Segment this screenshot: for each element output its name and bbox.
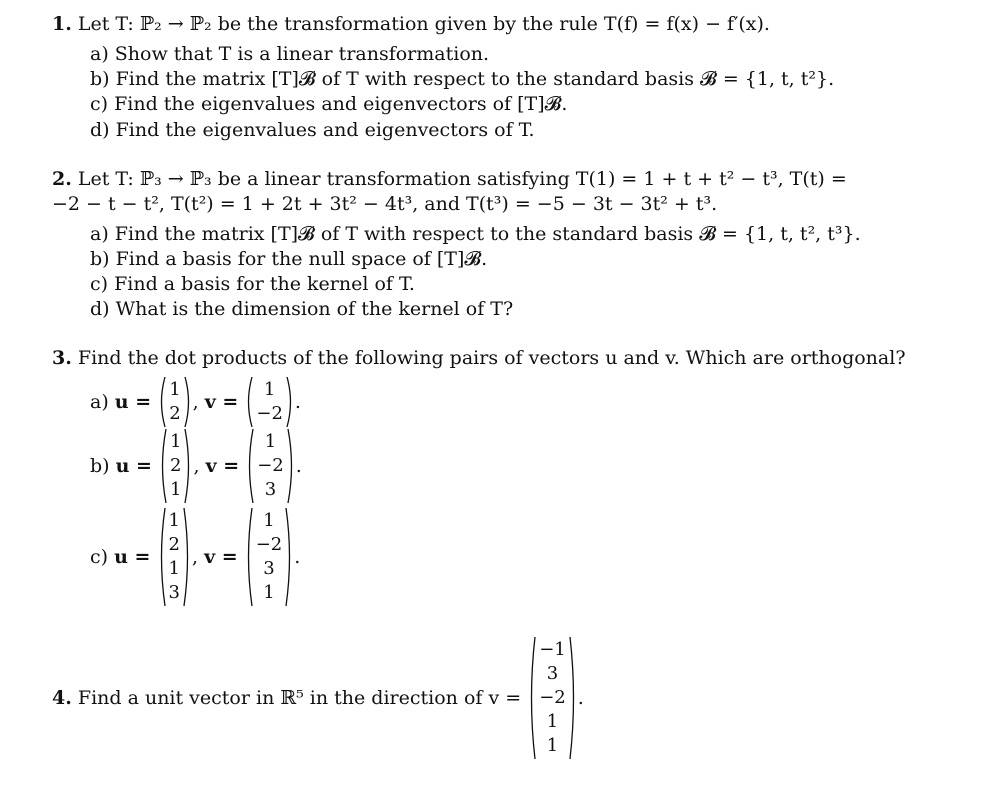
vector-entry: −2 — [255, 534, 283, 555]
problem-3-part-b — [90, 428, 302, 504]
problem-2-part-d: d) What is the dimension of the kernel of T? — [90, 298, 514, 320]
vector-entry: 3 — [264, 479, 277, 500]
vector-entry: −2 — [257, 455, 284, 476]
vector-entry: 3 — [263, 558, 275, 579]
problem-3-part-a — [90, 376, 301, 428]
problem-2-text-1: Let T: ℙ₃ → ℙ₃ be a linear transformation satisfying T(1) = 1 + t + t² − t³, T(t) = — [77, 168, 847, 190]
problem-3-number: 3. — [52, 347, 72, 369]
comma: , — [193, 455, 200, 477]
problem-4 — [52, 636, 584, 760]
u-label: u = — [114, 546, 151, 568]
left-parenthesis — [158, 428, 168, 504]
problem-1-part-b: b) Find the matrix [T]𝓑 of T with respect to the standard basis 𝓑 = {1, t, t²}. — [90, 68, 835, 90]
right-parenthesis — [284, 507, 294, 607]
problem-3-part-c — [90, 507, 300, 607]
problem-1-part-d: d) Find the eigenvalues and eigenvectors of T. — [90, 119, 535, 141]
vector-entry: −1 — [539, 639, 566, 660]
vector-entry: 3 — [546, 663, 559, 684]
left-parenthesis — [157, 507, 167, 607]
problem-3-text: Find the dot products of the following pairs of vectors u and v. Which are orthogonal? — [77, 347, 906, 369]
vector-entry: 1 — [170, 479, 182, 500]
problem-1-number: 1. — [52, 13, 72, 35]
left-parenthesis — [244, 507, 254, 607]
vector-entry: −2 — [256, 403, 283, 424]
right-parenthesis — [568, 636, 578, 760]
vector-entry: 1 — [263, 510, 275, 531]
vector-entry: 2 — [170, 455, 182, 476]
period: . — [577, 687, 584, 709]
u-label: u = — [114, 391, 152, 413]
problem-1-text: Let T: ℙ₂ → ℙ₂ be the transformation given by the rule T(f) = f(x) − f′(x). — [77, 13, 770, 35]
vector-v — [527, 636, 578, 760]
vector-entry: 1 — [168, 558, 180, 579]
problem-2-part-b: b) Find a basis for the null space of [T]𝓑. — [90, 248, 488, 270]
vector-entry: 1 — [169, 379, 181, 400]
v-label: v = — [204, 546, 238, 568]
comma: , — [191, 546, 199, 568]
problem-1-stem — [52, 12, 770, 36]
part-label: b) — [90, 455, 110, 477]
left-parenthesis — [245, 428, 255, 504]
v-label: v = — [204, 391, 239, 413]
right-parenthesis — [285, 376, 295, 428]
left-parenthesis — [157, 376, 167, 428]
vector-v — [245, 428, 296, 504]
vector-entry: 3 — [168, 582, 180, 603]
vector-entry: 1 — [264, 431, 277, 452]
vector-entry: 2 — [169, 403, 181, 424]
vector-entry: 1 — [168, 510, 180, 531]
problem-2-part-c: c) Find a basis for the kernel of T. — [90, 273, 415, 295]
problem-1-part-a: a) Show that T is a linear transformation. — [90, 43, 490, 65]
vector-u — [158, 428, 193, 504]
period: . — [294, 391, 301, 413]
problem-2-part-a: a) Find the matrix [T]𝓑 of T with respect to the standard basis 𝓑 = {1, t, t², t³}. — [90, 223, 861, 245]
vector-u — [157, 376, 192, 428]
v-label: v = — [205, 455, 240, 477]
u-label: u = — [115, 455, 152, 477]
right-parenthesis — [182, 507, 192, 607]
part-label: c) — [90, 546, 109, 568]
left-parenthesis — [527, 636, 537, 760]
problem-4-number: 4. — [52, 687, 72, 709]
problem-2-number: 2. — [52, 168, 72, 190]
problem-4-text: Find a unit vector in ℝ⁵ in the direction of v = — [77, 687, 522, 709]
vector-entry: 1 — [546, 711, 559, 732]
problem-2-stem-line-1 — [52, 167, 847, 191]
vector-entry: 1 — [263, 582, 275, 603]
vector-entry: 1 — [170, 431, 182, 452]
vector-v — [244, 507, 295, 607]
left-parenthesis — [244, 376, 254, 428]
vector-entry: 2 — [168, 534, 180, 555]
problem-2-stem-line-2: −2 − t − t², T(t²) = 1 + 2t + 3t² − 4t³, and T(t³) = −5 − 3t − 3t² + t³. — [52, 193, 718, 215]
period: . — [294, 546, 301, 568]
vector-entry: 1 — [263, 379, 276, 400]
right-parenthesis — [183, 428, 193, 504]
right-parenthesis — [183, 376, 193, 428]
vector-u — [157, 507, 192, 607]
vector-entry: −2 — [539, 687, 566, 708]
problem-1-part-c: c) Find the eigenvalues and eigenvectors of [T]𝓑. — [90, 93, 568, 115]
vector-v — [244, 376, 295, 428]
right-parenthesis — [286, 428, 296, 504]
period: . — [295, 455, 302, 477]
comma: , — [192, 391, 199, 413]
problem-3-stem — [52, 346, 906, 370]
vector-entry: 1 — [546, 735, 559, 756]
part-label: a) — [90, 391, 109, 413]
